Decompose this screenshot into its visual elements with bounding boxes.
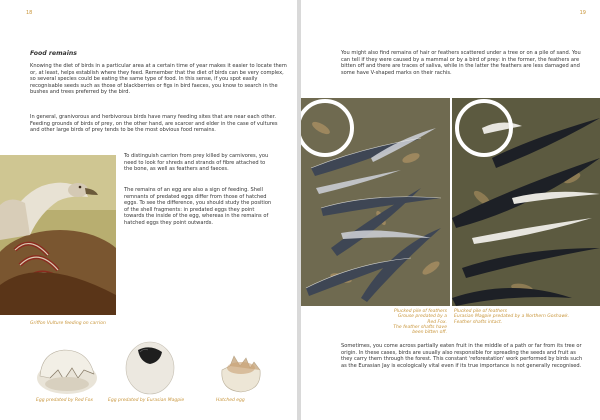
vulture-illustration (0, 155, 116, 315)
left-paragraph-3: To distinguish carrion from prey killed by carnivores, you need to look for shreds and strands of fibre attached to the bone, as well as feathers and faeces. (124, 153, 269, 173)
feathers-photo-red-fox (301, 98, 450, 306)
caption-red-fox-line-3: The feather shafts have been bitten off. (393, 324, 447, 336)
left-paragraph-4: The remains of an egg are also a sign of feeding. Shell remnants of predated eggs differ from those of hatched eggs. To see the difference, you should study the position of the shell fragments: in predated eggs they point towards the inside of the egg, whereas in the remains of hatched eggs they point outwards. (124, 187, 272, 226)
left-page (0, 0, 297, 420)
egg-caption-magpie: Egg predated by Eurasian Magpie (108, 398, 185, 403)
caption-goshawk-feathers (454, 309, 600, 325)
caption-red-fox-feathers (391, 309, 447, 335)
page-number-right: 19 (579, 10, 586, 16)
left-paragraph-2: In general, granivorous and herbivorous birds have many feeding sites that are near each other. Feeding grounds of birds of prey, on the other hand, are scarcer and elder in the case of vultures and other large birds of prey tends to be the most obvious food remains. (30, 114, 278, 134)
section-heading: Food remains (30, 50, 77, 57)
vulture-caption: Griffon Vulture feeding on carrion (30, 321, 106, 326)
egg-caption-hatched: Hatched egg (216, 398, 245, 403)
page-number-left: 18 (26, 10, 33, 16)
right-paragraph-2: Sometimes, you come across partially eaten fruit in the middle of a path or far from its tree or origin. In these cases, birds are usually also responsible for spreading the seeds and fruit as they carry them through the forest. This constant 'reforestation' work performed by birds such as the Eurasian Jay is ecologically vital even if its true importance is not generally recognised. (341, 343, 583, 369)
vulture-photo (0, 155, 116, 315)
feathers-illustration-b (452, 98, 600, 306)
caption-red-fox-line-2: Grouse predated by a Red Fox. (397, 314, 447, 325)
caption-goshawk-line-3: Feather shafts intact. (454, 319, 503, 325)
egg-magpie-image (120, 336, 180, 396)
caption-goshawk-line-2: Eurasian Magpie predated by a Northern Goshawk. (454, 314, 570, 320)
right-page (301, 0, 600, 420)
egg-red-fox-image (32, 340, 102, 396)
right-paragraph-1: You might also find remains of hair or feathers scattered under a tree or on a pile of sand. You can tell if they were caused by a mammal or by a bird of prey: in the former, the feathers are bitten off and there are traces of saliva, while in the latter the feathers are less damaged and some have V-shaped marks on their rachis. (341, 50, 581, 76)
left-paragraph-1: Knowing the diet of birds in a particular area at a certain time of year makes it easier to locate them or, at least, helps establish where they feed. Remember that the diet of birds can be very complex, so several species could be eating the same type of food. In this sense, if you spot easily recognisable seeds such as those of blackberries or figs in bird faeces, you know to search in the bushes and trees preferred by the bird. (30, 63, 287, 96)
caption-red-fox-line-1: Plucked pile of feathers (394, 309, 447, 314)
caption-goshawk-line-1: Plucked pile of feathers (454, 309, 507, 314)
egg-caption-red-fox: Egg predated by Red Fox (36, 398, 94, 403)
feathers-illustration-a (301, 98, 450, 306)
feathers-photo-goshawk (452, 98, 600, 306)
egg-hatched-image (216, 336, 266, 396)
